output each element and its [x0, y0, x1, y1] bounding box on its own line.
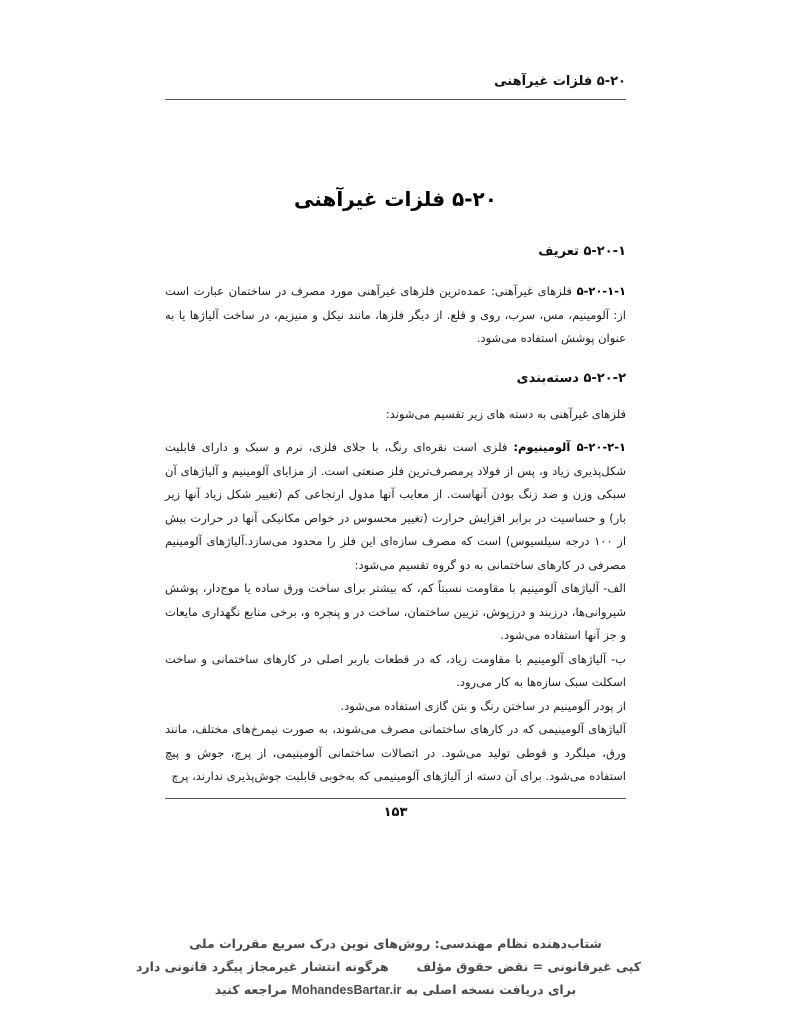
- list-item-be: ب- آلیاژهای آلومینیم با مقاومت زیاد، که در قطعات باربر اصلی در کارهای ساختمانی و ساخت اسکلت سبک سازه‌ها به کار می‌رود.: [165, 651, 626, 689]
- powder-paragraph: از پودر آلومینیم در ساختن رنگ و بتن گازی استفاده می‌شود.: [340, 698, 626, 713]
- footer-rule: [165, 798, 626, 799]
- watermark-copyright: کپی غیرقانونی = نقض حقوق مؤلف: [416, 959, 641, 974]
- watermark-line-2: [136, 955, 641, 978]
- classification-intro: فلزهای غیرآهنی به دسته های زیر تقسیم می‌شوند:: [385, 407, 626, 421]
- chapter-title: ۵-۲۰ فلزات غیرآهنی: [294, 187, 497, 211]
- watermark-website-link[interactable]: MohandesBartar.ir: [291, 983, 402, 997]
- watermark: [136, 932, 641, 1002]
- running-header: ۵-۲۰ فلزات غیرآهنی: [494, 74, 626, 89]
- section-heading-definition: ۵-۲۰-۱ تعریف: [538, 244, 626, 259]
- profiles-paragraph: آلیاژهای آلومینیمی که در کارهای ساختمانی مصرف می‌شوند، به صورت نیمرخ‌های مختلف، مانند ورق، میلگرد و قوطی تولید می‌شود. در اتصالات ساختمانی آلومینیمی، از پرچ، جوش و پیچ استفاده می‌شود. برای آن دسته از آلیاژهای آلومینیمی که به‌خوبی قابلیت جوش‌پذیری ندارند، پرچ: [165, 722, 626, 783]
- section-heading-classification: ۵-۲۰-۲ دسته‌بندی: [516, 371, 626, 386]
- watermark-legal-notice: هرگونه انتشار غیرمجاز پیگرد قانونی دارد: [136, 959, 389, 974]
- aluminium-paragraph: [165, 436, 626, 577]
- watermark-line-3: [150, 978, 641, 1002]
- watermark-suffix: مراجعه کنید: [214, 982, 292, 997]
- page-number: ۱۵۳: [383, 805, 408, 820]
- header-rule: [165, 99, 626, 100]
- watermark-prefix: برای دریافت نسخه اصلی به: [401, 982, 577, 997]
- list-item-alef: الف- آلیاژهای آلومینیم با مقاومت نسبتاً کم، که بیشتر برای ساخت ورق ساده یا موج‌دار، پوشش شیروانی‌ها، درزبند و درزپوش، تزیین ساختمان، ساخت در و پنجره و، برخی منابع نگهداری مایعات و جز آنها استفاده می‌شود.: [165, 581, 626, 642]
- clause-text: فلزهای غیرآهنی: عمده‌ترین فلزهای غیرآهنی مورد مصرف در ساختمان عبارت است از: آلومینیم، مس، سرب، روی و قلع. از دیگر فلزها، مانند نیکل و منیزیم، در ساخت آلیاژها یا به عنوان پوشش استفاده می‌شود.: [165, 284, 626, 345]
- clause-number: ۵-۲۰-۱-۱: [576, 284, 626, 298]
- watermark-line-1: شتاب‌دهنده نظام مهندسی: روش‌های نوین درک سریع مقررات ملی: [189, 936, 602, 951]
- aluminium-text: فلزی است نقره‌ای رنگ، با جلای فلزی، نرم و سبک و دارای قابلیت شکل‌پذیری زیاد و، پس از فولاد پرمصرف‌ترین فلز صنعتی است. از مزایای آلومینیم و آلیاژهای آن سبکی وزن و ضد زنگ بودن آنهاست. از معایب آنها مدول ارتجاعی کم (تغییر شکل زیاد آنها زیر بار) و حساسیت در برابر افزایش حرارت (تغییر محسوس در خواص مکانیکی آنها در حرارت بیش از ۱۰۰ درجه سیلسیوس) است که مصرف سازه‌ای این فلز را محدود می‌سازد.آلیاژهای آلومینیم مصرفی در کارهای ساختمانی به دو گروه تقسیم می‌شود:: [165, 440, 627, 572]
- aluminium-heading: ۵-۲۰-۲-۱ آلومینیوم:: [513, 440, 626, 454]
- definition-paragraph: [165, 280, 626, 351]
- aluminium-section: [165, 436, 626, 789]
